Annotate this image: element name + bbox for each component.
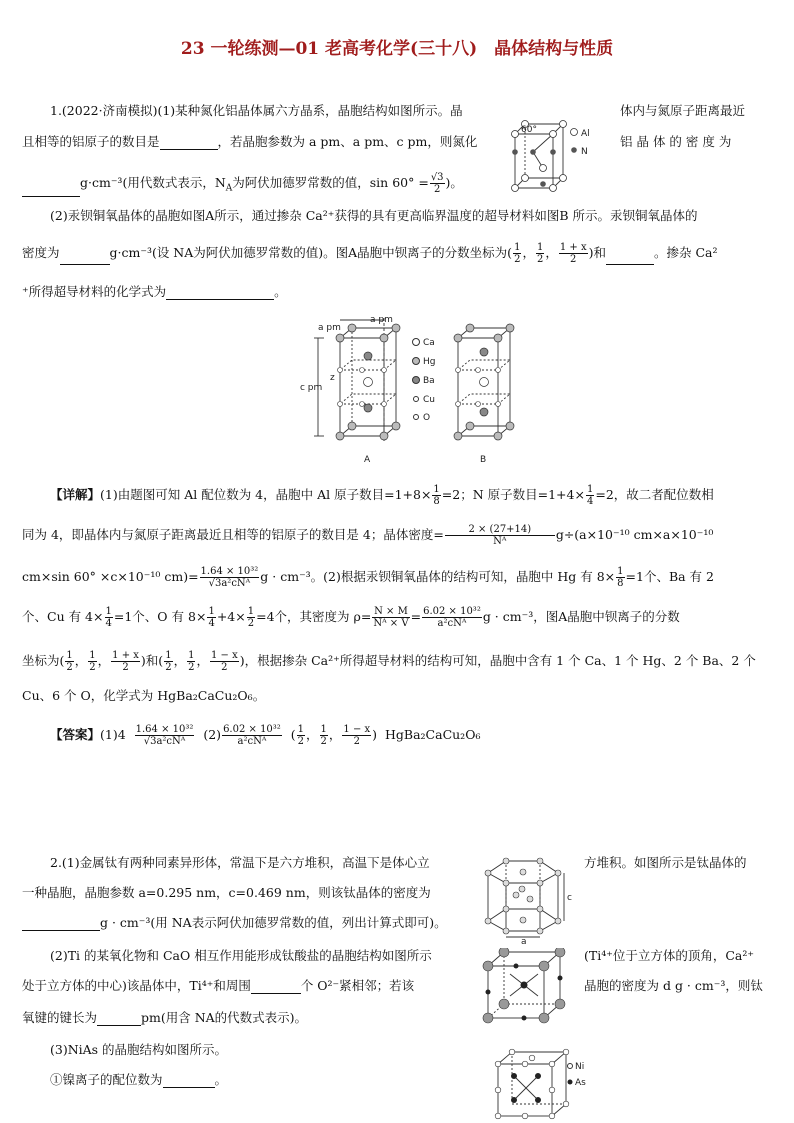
- legend-cu: Cu: [423, 395, 435, 405]
- q2-line6: 氧键的键长为 pm(用含 NA的代数式表示)。: [22, 1010, 308, 1025]
- q1-line1b: 体内与氮原子距离最近: [620, 103, 746, 118]
- a-pm-label-2: a pm: [370, 315, 393, 325]
- answer-blank[interactable]: [160, 136, 218, 150]
- page-title: 23 一轮练测—01 老高考化学(三十八) 晶体结构与性质: [180, 39, 614, 59]
- param-a-label: a: [521, 937, 527, 945]
- q1-line3: g·cm⁻³(用代数式表示，$N_A$为阿伏加德罗常数的值，sin 60° = $\frac{√3}{2}$ )。: [22, 172, 463, 197]
- legend-ca: Ca: [423, 338, 435, 348]
- solution-line5: 坐标为( $\frac{1}{2}$ ， $\frac{1}{2}$ ， $\frac{1 + x}{2}$ )和( $\frac{1}{2}$ ， $\frac{1}{2}$ ， $\frac{1 - x}{2}$ )，根据掺杂 Ca²⁺所得超导材料的结构可知，晶胞中含有 1 个 Ca、1 个 Hg、2 个 Ba、2 个: [22, 650, 756, 673]
- a-pm-label: a pm: [318, 323, 341, 333]
- legend-ba: Ba: [423, 376, 435, 386]
- q1-line1a: 1.(2022·济南模拟)(1)某种氮化铝晶体属六方晶系，晶胞结构如图所示。晶: [50, 103, 463, 118]
- q1-line2c: 铝 晶 体 的 密 度 为: [620, 134, 732, 149]
- q2-line2: 一种晶胞，晶胞参数 a=0.295 nm，c=0.469 nm，则该钛晶体的密度为: [22, 885, 431, 900]
- q1-part2-line2: 密度为 g·cm⁻³(设 NA为阿伏加德罗常数的值)。图A晶胞中钡离子的分数坐标为( $\frac{1}{2}$ ， $\frac{1}{2}$ ， $\frac{1 + x}{2}$ )和 。掺杂 Ca²: [22, 242, 718, 265]
- solution-label: 【详解】: [50, 487, 101, 502]
- legend-o: O: [423, 413, 431, 423]
- answer-blank[interactable]: [97, 1012, 141, 1026]
- solution-line4: 个、Cu 有 4× $\frac{1}{4}$ =1个、O 有 8× $\frac{1}{4}$ +4× $\frac{1}{2}$ =4个，其密度为 ρ= $\frac{N \times M}{\text{Nᴬ × V}}$ = $\frac{\text{6.02 × 10³²}}{\text{a²cNᴬ}}$ g · cm⁻³，图A晶胞中钡离子的分数: [22, 606, 680, 629]
- legend-as: As: [575, 1078, 586, 1088]
- answer-blank[interactable]: [166, 286, 274, 300]
- answer-line: 【答案】(1)4 $\frac{\text{1.64 × 10³²}}{\text{√3a²cNᴬ}}$ (2) $\frac{\text{6.02 × 10³²}}{\text{a²cNᴬ}}$ ( $\frac{1}{2}$ ， $\frac{1}{2}$ ， $\frac{1 - x}{2}$ ) HgBa₂CaCu₂O₆: [50, 724, 481, 747]
- answer-blank[interactable]: [251, 980, 301, 994]
- c-pm-label: c pm: [300, 383, 323, 393]
- solution-line2: 同为 4，即晶体内与氮原子距离最近且相等的铝原子的数目是 4；晶体密度= $\frac{2 \times (27+14)}{\text{Nᴬ}}$ g÷(a×10⁻¹⁰ cm×a×10⁻¹⁰: [22, 524, 714, 547]
- q1-part2-line3: ⁺所得超导材料的化学式为 。: [22, 284, 287, 299]
- answer-blank[interactable]: [606, 251, 654, 265]
- q2-line3: g · cm⁻³(用 NA表示阿伏加德罗常数的值，列出计算式即可)。: [22, 915, 447, 931]
- q2-line1a: 2.(1)金属钛有两种同素异形体，常温下是六方堆积，高温下是体心立: [50, 855, 430, 870]
- cuprate-cells-figure: [300, 312, 525, 467]
- answer-blank[interactable]: [60, 251, 110, 265]
- answer-blank[interactable]: [22, 183, 80, 197]
- q2-line8: ①镍离子的配位数为 。: [50, 1072, 228, 1087]
- q2-line7: (3)NiAs 的晶胞结构如图所示。: [50, 1042, 228, 1057]
- answer-blank[interactable]: [22, 917, 100, 931]
- legend-n: N: [581, 147, 588, 157]
- q1-part2-line1: (2)汞钡铜氧晶体的晶胞如图A所示，通过掺杂 Ca²⁺获得的具有更高临界温度的超导材料如图B 所示。汞钡铜氧晶体的: [50, 208, 698, 223]
- titanium-hcp-figure: [478, 845, 578, 945]
- param-c-label: c: [567, 893, 572, 903]
- angle-label: 60°: [521, 125, 537, 135]
- q2-line5: 处于立方体的中心)该晶体中，Ti⁴⁺和周围 个 O²⁻紧相邻；若该: [22, 978, 415, 993]
- q2-line1b: 方堆积。如图所示是钛晶体的: [584, 855, 747, 870]
- q2-line4a: (2)Ti 的某氧化物和 CaO 相互作用能形成钛酸盐的晶胞结构如图所示: [50, 948, 432, 963]
- nias-unit-cell-figure: [494, 1048, 604, 1120]
- legend-hg: Hg: [423, 357, 436, 367]
- legend-ni: Ni: [575, 1062, 585, 1072]
- legend-al: Al: [581, 129, 590, 139]
- figure-b-label: B: [480, 455, 487, 465]
- solution-line3: cm×sin 60° ×c×10⁻¹⁰ cm)= $\frac{\text{1.64 × 10³²}}{\text{√3a²cNᴬ}}$ g · cm⁻³。(2)根据汞钡铜氧晶体的结构可知，晶胞中 Hg 有 8× $\frac{1}{8}$ =1个、Ba 有 2: [22, 566, 714, 589]
- titanate-cubic-figure: [478, 948, 578, 1028]
- answer-blank[interactable]: [163, 1074, 215, 1088]
- solution-line6: Cu、6 个 O，化学式为 HgBa₂CaCu₂O₆。: [22, 688, 266, 703]
- aln-unit-cell-figure: [505, 112, 615, 198]
- q1-line2: 且相等的铝原子的数目是 ，若晶胞参数为 a pm、a pm、c pm，则氮化: [22, 134, 478, 149]
- q2-line5c: 晶胞的密度为 d g · cm⁻³，则钛: [584, 978, 763, 993]
- answer-label: 【答案】: [50, 727, 101, 742]
- figure-a-label: A: [364, 455, 371, 465]
- solution-line1: 【详解】(1)由题图可知 Al 配位数为 4，晶胞中 Al 原子数目=1+8× $\frac{1}{8}$ =2；N 原子数目=1+4× $\frac{1}{4}$ =2，故二者配位数相: [50, 484, 714, 507]
- z-label: z: [330, 373, 335, 383]
- q2-line4b: (Ti⁴⁺位于立方体的顶角，Ca²⁺: [584, 948, 754, 963]
